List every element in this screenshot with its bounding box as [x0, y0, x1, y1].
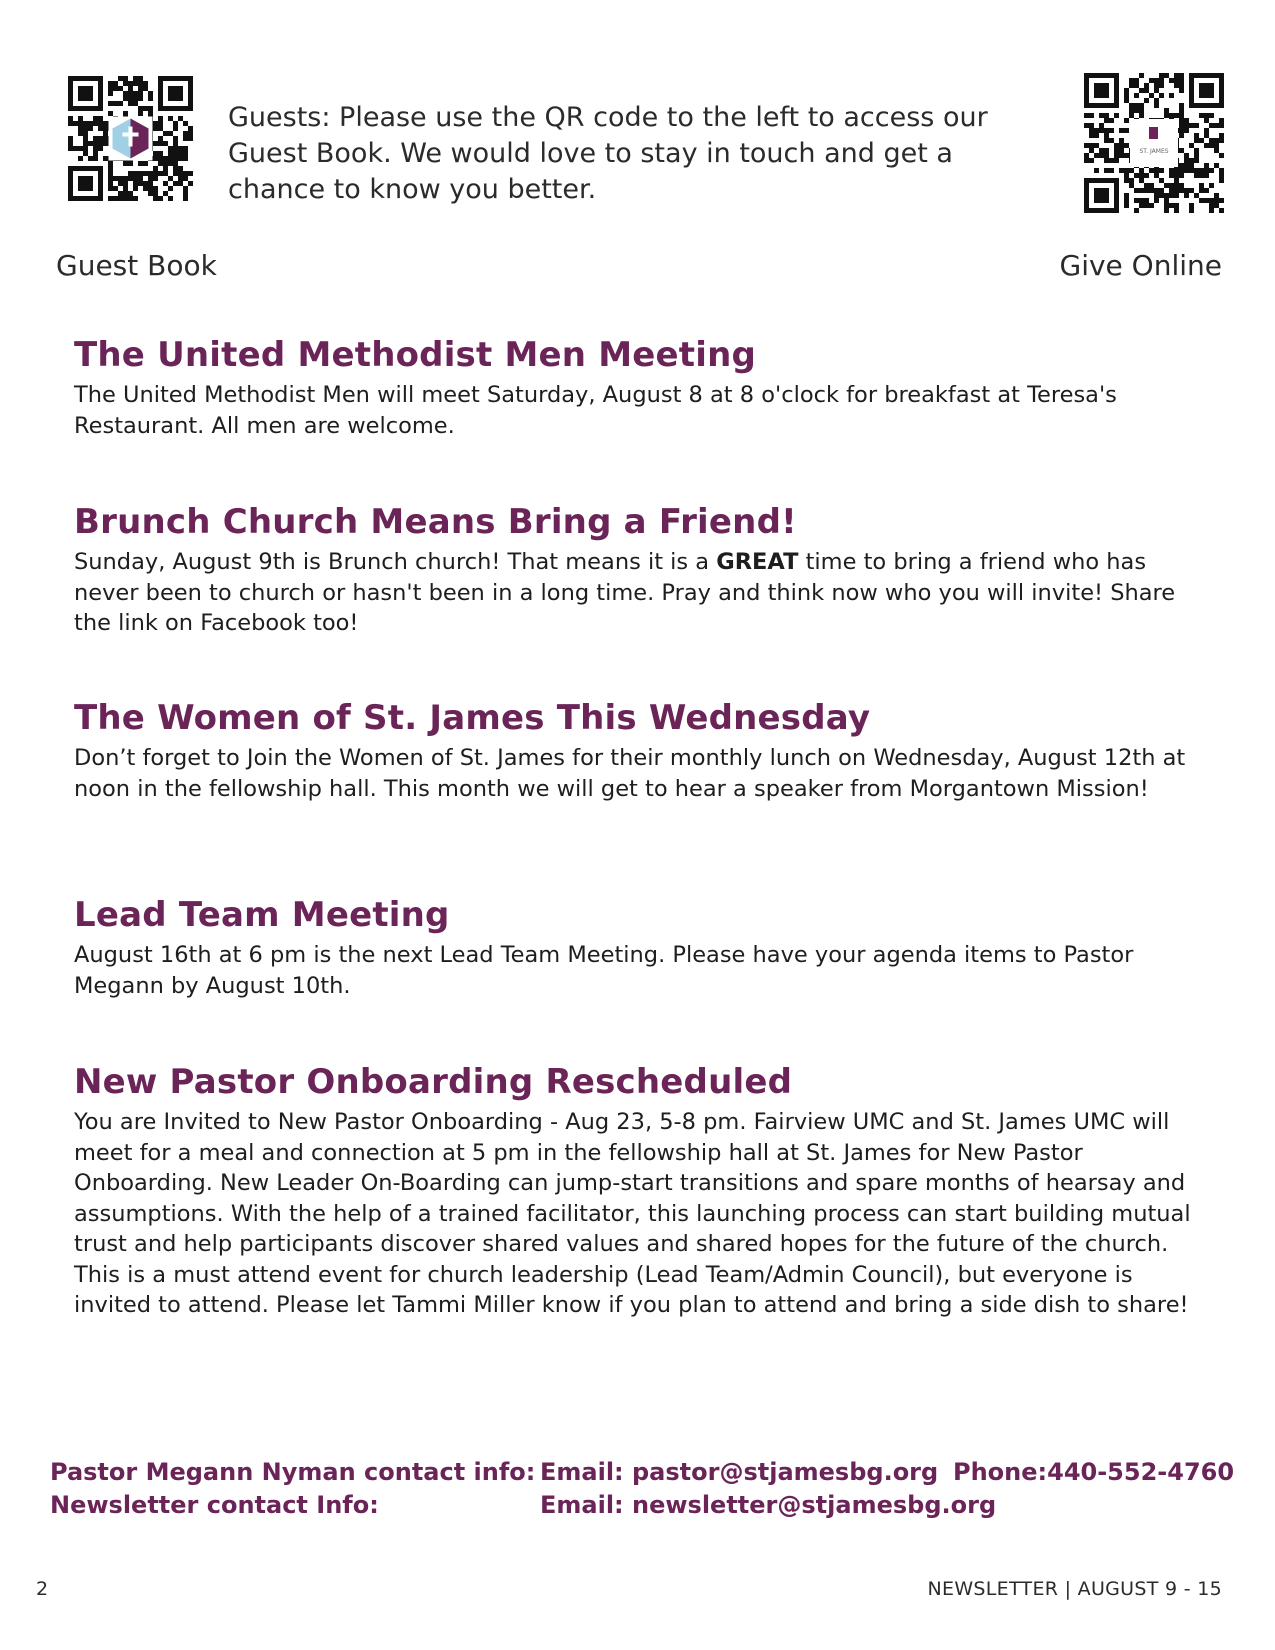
- section-brunch-church: [74, 497, 1204, 639]
- give-online-caption: Give Online: [1059, 249, 1222, 282]
- newsletter-footer-title: NEWSLETTER | AUGUST 9 - 15: [927, 1578, 1222, 1600]
- qr-finder-pattern: [1084, 73, 1119, 108]
- page-number: 2: [36, 1578, 49, 1600]
- give-online-qr-code[interactable]: [1084, 73, 1224, 213]
- emphasis-text: GREAT: [716, 549, 799, 575]
- pastor-email[interactable]: Email: pastor@stjamesbg.org: [540, 1458, 939, 1486]
- section-title: Lead Team Meeting: [74, 895, 450, 935]
- qr-finder-pattern: [68, 76, 103, 111]
- pastor-contact-label: Pastor Megann Nyman contact info:: [50, 1458, 536, 1486]
- section-body: The United Methodist Men will meet Saturday, August 8 at 8 o'clock for breakfast at Teresa's Restaurant. All men are welcome.: [74, 382, 1117, 439]
- newsletter-email[interactable]: Email: newsletter@stjamesbg.org: [540, 1491, 997, 1519]
- cross-icon-horizontal: [123, 133, 139, 137]
- qr-finder-pattern: [68, 166, 103, 201]
- qr-finder-pattern: [158, 76, 193, 111]
- section-men-meeting: [74, 330, 1204, 441]
- newsletter-contact-label: Newsletter contact Info:: [50, 1491, 379, 1519]
- section-women-of-st-james: [74, 693, 1204, 804]
- guest-book-qr-code[interactable]: [68, 76, 194, 202]
- qr-finder-pattern: [1189, 73, 1224, 108]
- section-body: Don’t forget to Join the Women of St. James for their monthly lunch on Wednesday, August 12th at noon in the fellowship hall. This month we will get to hear a speaker from Morgantown Mission!: [74, 745, 1186, 802]
- section-body: [74, 547, 1204, 639]
- section-title: The United Methodist Men Meeting: [74, 335, 757, 375]
- pastor-contact-row: [50, 1456, 1240, 1489]
- qr-logo-background: [1130, 119, 1178, 167]
- guest-book-caption: Guest Book: [56, 249, 217, 282]
- qr-finder-pattern: [1084, 178, 1119, 213]
- section-pastor-onboarding: [74, 1057, 1204, 1321]
- section-body: August 16th at 6 pm is the next Lead Team Meeting. Please have your agenda items to Pastor Megann by August 10th.: [74, 942, 1134, 999]
- newsletter-contact-row: [50, 1489, 1240, 1522]
- section-lead-team: [74, 890, 1204, 1001]
- body-text: Sunday, August 9th is Brunch church! That means it is a: [74, 549, 717, 575]
- section-title: The Women of St. James This Wednesday: [74, 698, 871, 738]
- guest-instructions: Guests: Please use the QR code to the left to access our Guest Book. We would love to stay in touch and get a chance to know you better.: [228, 102, 988, 205]
- section-body: You are Invited to New Pastor Onboarding - Aug 23, 5-8 pm. Fairview UMC and St. James UMC will meet for a meal and connection at 5 pm in the fellowship hall at St. James for New Pastor Onboarding. New Leader On-Boarding can jump-start transitions and spare months of hearsay and assumptions. With the help of a trained facilitator, this launching process can start building mutual trust and help participants discover shared values and shared hopes for the future of the church. This is a must attend event for church leadership (Lead Team/Admin Council), but everyone is invited to attend. Please let Tammi Miller know if you plan to attend and bring a side dish to share!: [74, 1109, 1191, 1318]
- qr-logo-text: ST. JAMES: [1139, 148, 1169, 155]
- church-logo-icon: [1149, 127, 1158, 139]
- body-text: time to bring a friend who has never been to church or hasn't been in a long time. Pray and think now who you will invite! Share the link on Facebook too!: [74, 549, 1176, 636]
- section-title: Brunch Church Means Bring a Friend!: [74, 502, 797, 542]
- section-title: New Pastor Onboarding Rescheduled: [74, 1062, 793, 1102]
- pastor-phone[interactable]: Phone:440-552-4760: [953, 1458, 1235, 1486]
- contact-info: [50, 1456, 1240, 1522]
